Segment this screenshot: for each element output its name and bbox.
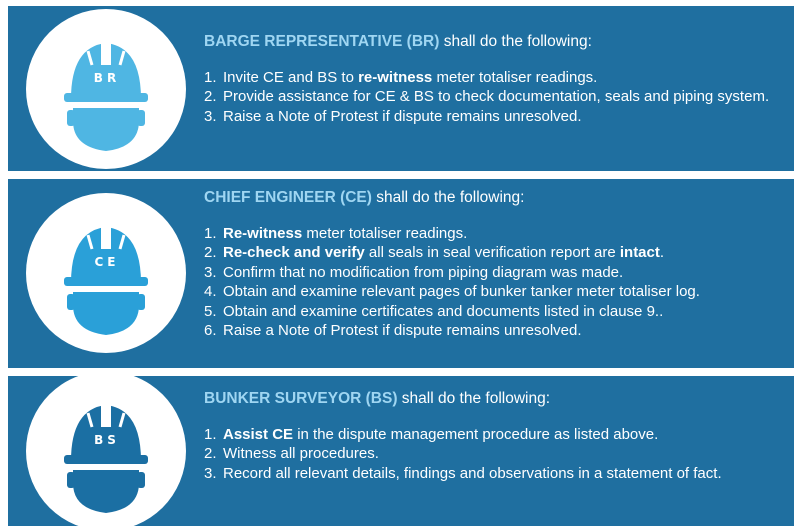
worker-helmet-icon: [26, 371, 186, 531]
section-heading: [204, 32, 784, 52]
item-number: 1.: [204, 425, 217, 443]
helmet-label: CE: [94, 255, 120, 269]
section-heading: [204, 188, 784, 208]
item-emphasis: Assist CE: [223, 425, 294, 443]
item-text: meter totaliser readings.: [432, 68, 598, 86]
item-number: 6.: [204, 322, 217, 339]
item-text: all seals in seal verification report are: [364, 244, 620, 261]
bunker-surveyor-content: [204, 389, 784, 483]
list-item: [204, 302, 784, 322]
list-item: [204, 224, 784, 244]
item-text: meter totaliser readings.: [302, 224, 468, 242]
barge-representative-panel: [8, 6, 794, 171]
item-text: Provide assistance for CE & BS to check documentation, seals and piping system.: [223, 88, 770, 105]
item-number: 2.: [204, 88, 217, 105]
heading-suffix: shall do the following:: [439, 33, 592, 50]
heading-suffix: shall do the following:: [371, 189, 525, 206]
item-text: Confirm that no modification from piping diagram was made.: [223, 263, 624, 281]
item-number: 3.: [204, 263, 217, 281]
section-heading: [204, 389, 784, 409]
role-title: BUNKER SURVEYOR (BS): [204, 390, 398, 407]
item-text: Witness all procedures.: [223, 445, 379, 462]
role-title: BARGE REPRESENTATIVE (BR): [204, 33, 440, 50]
item-text: Record all relevant details, findings and observations in a statement of fact.: [223, 464, 722, 482]
list-item: [204, 321, 784, 341]
item-text: Obtain and examine relevant pages of bunker tanker meter totaliser log.: [223, 283, 700, 300]
heading-suffix: shall do the following:: [397, 390, 551, 407]
item-number: 2.: [204, 445, 217, 462]
item-emphasis: intact: [619, 244, 660, 261]
bunker-surveyor-panel: [8, 376, 794, 526]
item-text: in the dispute management procedure as listed above.: [293, 425, 659, 443]
helmet-label: BR: [93, 71, 121, 85]
list-item: [204, 87, 784, 107]
duty-list: [204, 224, 784, 341]
item-text: .: [659, 244, 665, 261]
chief-engineer-panel: [8, 179, 794, 368]
list-item: [204, 444, 784, 464]
item-text: Invite CE and BS to: [223, 68, 359, 86]
item-text: Raise a Note of Protest if dispute remains unresolved.: [223, 322, 582, 339]
item-number: 3.: [204, 464, 217, 482]
item-number: 1.: [204, 224, 217, 242]
list-item: [204, 243, 784, 263]
worker-helmet-icon: [26, 9, 186, 169]
item-emphasis: Re-witness: [223, 224, 303, 242]
list-item: [204, 68, 784, 88]
item-text: Raise a Note of Protest if dispute remains unresolved.: [223, 107, 582, 125]
helmet-label: BS: [94, 433, 120, 447]
chief-engineer-content: [204, 188, 784, 341]
role-title: CHIEF ENGINEER (CE): [204, 189, 372, 206]
list-item: [204, 425, 784, 445]
item-number: 4.: [204, 283, 217, 300]
item-emphasis: re-witness: [358, 68, 433, 86]
item-number: 1.: [204, 68, 217, 86]
item-number: 5.: [204, 302, 217, 320]
barge-representative-content: [204, 32, 784, 126]
list-item: [204, 464, 784, 484]
worker-helmet-icon: [26, 193, 186, 353]
list-item: [204, 282, 784, 302]
item-emphasis: Re-check and verify: [223, 244, 365, 261]
list-item: [204, 107, 784, 127]
item-number: 3.: [204, 107, 217, 125]
duty-list: [204, 68, 784, 127]
item-text: Obtain and examine certificates and documents listed in clause 9..: [223, 302, 664, 320]
list-item: [204, 263, 784, 283]
item-number: 2.: [204, 244, 217, 261]
duty-list: [204, 425, 784, 484]
